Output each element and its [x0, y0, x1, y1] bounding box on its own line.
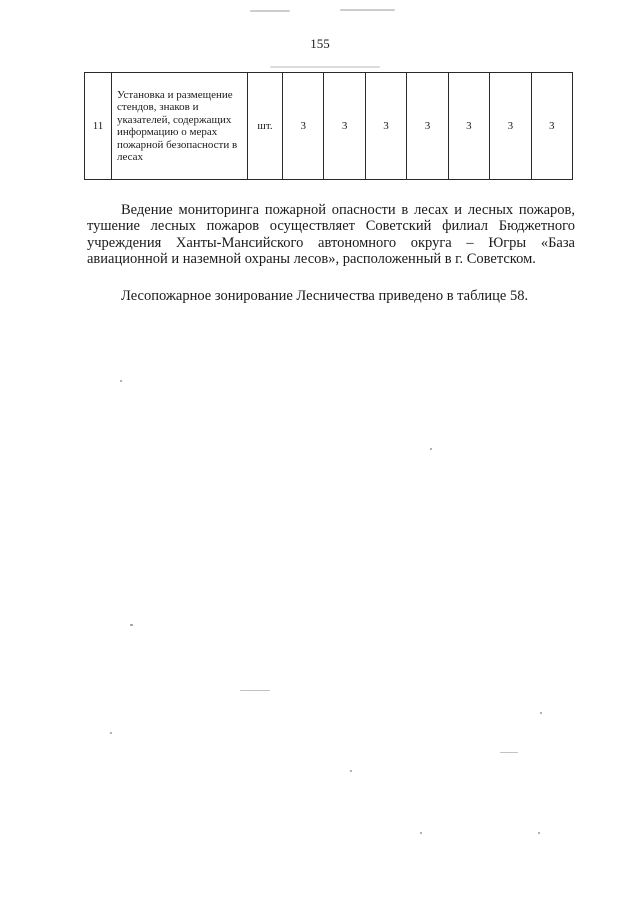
value-cell: 3	[283, 73, 324, 180]
value-cell: 3	[490, 73, 531, 180]
value-cell: 3	[407, 73, 448, 180]
unit-cell: шт.	[248, 73, 283, 180]
body-paragraph: Лесопожарное зонирование Лесничества приведено в таблице 58.	[121, 287, 529, 304]
value-cell: 3	[365, 73, 406, 180]
table-row	[85, 73, 573, 180]
row-number-cell: 11	[85, 73, 112, 180]
value-cell: 3	[531, 73, 572, 180]
value-cell: 3	[448, 73, 489, 180]
value-cell: 3	[324, 73, 365, 180]
page-number: 155	[310, 36, 330, 51]
measures-table	[84, 72, 573, 180]
measure-name-cell: Установка и размещение стендов, знаков и указателей, содержащих информацию о мерах пожарной безопасности в лесах	[112, 73, 248, 180]
body-paragraph: Ведение мониторинга пожарной опасности в лесах и лесных пожаров, тушение лесных пожаров осуществляет Советский филиал Бюджетного учреждения Ханты-Мансийского автономного округа – Югры «База авиационной и наземной охраны лесов», расположенный в г. Советском.	[87, 201, 575, 267]
